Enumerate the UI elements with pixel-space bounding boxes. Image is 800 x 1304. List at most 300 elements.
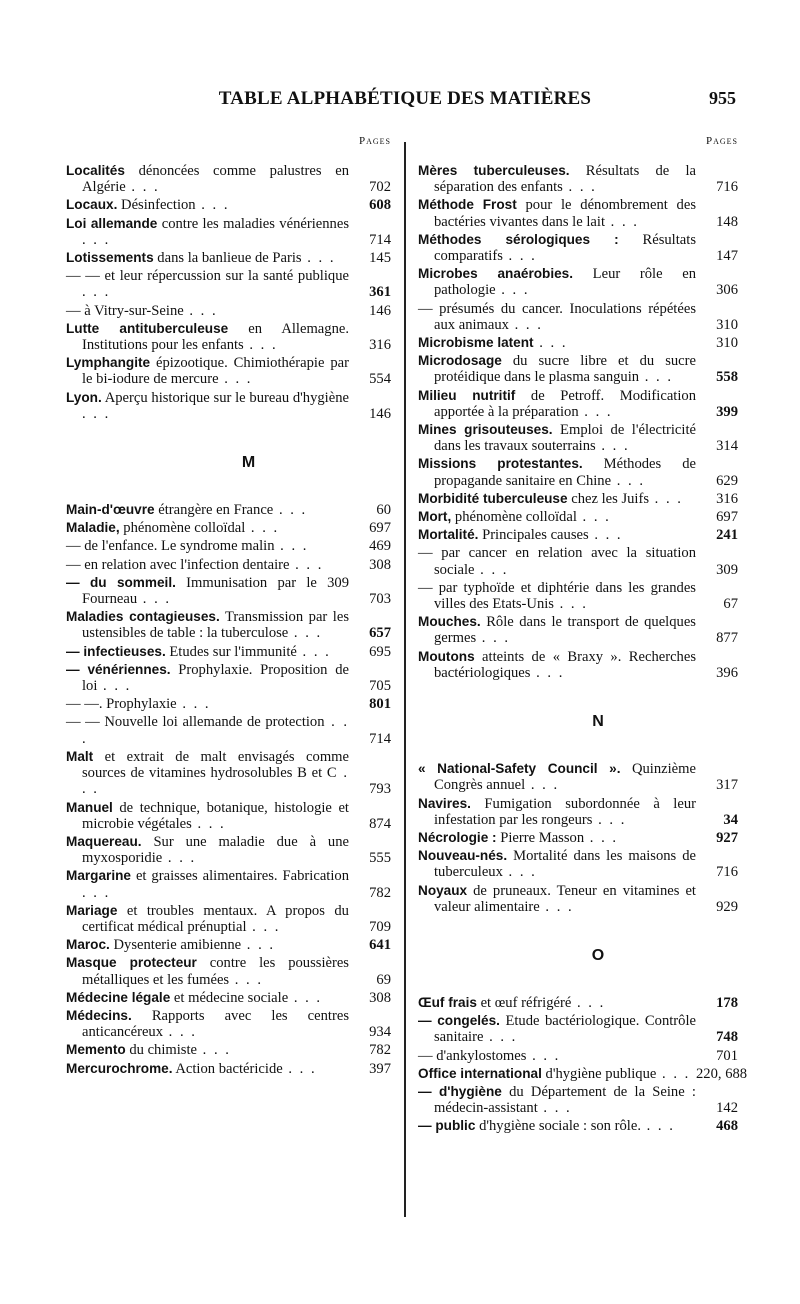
dot-leaders: . . .	[163, 1024, 197, 1041]
entry-page-number: 709	[369, 918, 391, 935]
entry-text	[418, 266, 696, 298]
entry-headword: Main-d'œuvre	[66, 502, 155, 518]
dot-leaders: . . .	[592, 811, 627, 828]
entry-page-number: 145	[369, 250, 391, 267]
index-entry	[418, 614, 738, 646]
dot-leaders: . . .	[97, 678, 132, 695]
column-divider	[404, 142, 406, 1217]
entry-headword: Microbes anaérobies.	[418, 266, 574, 282]
dot-leaders: . . .	[483, 1029, 518, 1046]
entry-page-number: 657	[369, 625, 391, 642]
dot-leaders: . . .	[195, 197, 230, 214]
index-entry	[66, 520, 391, 536]
index-entry	[66, 355, 391, 387]
entry-description: Transmission par les ustensibles de table : la tuberculose	[82, 609, 350, 642]
entry-text	[418, 1066, 696, 1082]
entry-headword: Œuf frais	[418, 994, 477, 1010]
dot-leaders: . . .	[611, 472, 645, 489]
entry-headword: — congelés.	[418, 1013, 500, 1029]
entry-headword: — du sommeil.	[66, 574, 176, 590]
dot-leaders: . . .	[245, 520, 280, 537]
entry-description: phénomène colloïdal	[123, 520, 246, 537]
dot-leaders: . . .	[243, 337, 278, 354]
entry-headword: — vénériennes.	[66, 661, 171, 677]
entry-description: Rôle dans le transport de quelques germes	[434, 614, 696, 647]
entry-text	[418, 491, 696, 507]
dot-leaders: . . .	[191, 815, 226, 832]
entry-page-number: 697	[369, 520, 391, 537]
entry-description: — —. Prophylaxie	[66, 696, 177, 713]
entry-description: Méthodes de propagande sanitaire en Chine	[434, 456, 696, 489]
entry-page-number: 146	[369, 405, 391, 422]
dot-leaders: . . .	[82, 884, 111, 901]
entry-page-number: 714	[369, 231, 391, 248]
entry-text	[66, 390, 349, 422]
entry-page-number: 702	[369, 179, 391, 196]
entry-description: et extrait de malt envisagés comme sources de vitamines hydrosolubles B et C	[82, 748, 349, 782]
entry-page-number: 308	[369, 556, 391, 573]
entry-headword: Maladie,	[66, 520, 120, 536]
entry-page-number: 874	[369, 815, 391, 832]
entry-headword: Margarine	[66, 868, 131, 884]
pages-label: Pages	[358, 135, 391, 147]
entry-headword: Moutons	[418, 648, 475, 664]
entry-description: Sur une maladie due à une myxosporidie	[82, 833, 349, 867]
dot-leaders: . . .	[241, 937, 276, 954]
dot-leaders: . . .	[562, 179, 597, 196]
entry-headword: Maladies contagieuses.	[66, 609, 220, 625]
dot-leaders: . . .	[288, 989, 323, 1006]
dot-leaders: . . .	[539, 898, 574, 915]
dot-leaders: . . .	[176, 696, 211, 713]
entry-page-number: 716	[716, 864, 738, 881]
dot-leaders: . . .	[246, 918, 281, 935]
entry-text	[418, 456, 696, 488]
entry-text	[418, 830, 696, 846]
index-entry	[418, 197, 738, 229]
entry-headword: Masque protecteur	[66, 955, 197, 971]
entry-description: — — et leur répercussion sur la santé publique	[66, 268, 349, 285]
index-entry	[418, 163, 738, 195]
entry-text	[418, 761, 696, 793]
dot-leaders: . . .	[525, 777, 560, 794]
entry-text	[418, 509, 696, 525]
entry-page-number: 468	[716, 1118, 738, 1135]
entry-description: — en relation avec l'infection dentaire	[66, 556, 290, 573]
entry-description: de pruneaux. Teneur en vitamines et valeur alimentaire	[434, 882, 696, 915]
dot-leaders: . . .	[571, 994, 606, 1011]
index-entry	[66, 268, 391, 300]
index-entry	[418, 1084, 738, 1116]
index-entry	[418, 649, 738, 681]
entry-headword: Mariage	[66, 902, 118, 918]
index-entry	[418, 761, 738, 793]
index-entry	[418, 232, 738, 264]
entry-text	[66, 1061, 349, 1077]
dot-leaders: . . .	[183, 302, 218, 319]
entry-text	[66, 268, 349, 300]
entry-text	[66, 1042, 349, 1058]
entry-headword: Lotissements	[66, 250, 154, 266]
entry-description: atteints de « Braxy ». Recherches bactériologiques	[434, 648, 697, 681]
index-entry	[66, 538, 391, 554]
dot-leaders: . . .	[502, 864, 537, 881]
dot-leaders: . . .	[197, 1042, 231, 1059]
index-entry	[418, 353, 738, 385]
entry-description: — — Nouvelle loi allemande de protection	[66, 714, 325, 731]
entry-headword: — d'hygiène	[418, 1083, 502, 1099]
entry-page-number: 178	[716, 994, 738, 1011]
entry-text	[418, 1013, 696, 1045]
entry-text	[418, 301, 696, 333]
index-entry	[66, 1061, 391, 1077]
entry-headword: Morbidité tuberculeuse	[418, 490, 568, 506]
entry-headword: — infectieuses.	[66, 643, 166, 659]
dot-leaders: . . .	[82, 405, 111, 422]
entry-page-number: 705	[369, 678, 391, 695]
entry-headword: Microdosage	[418, 353, 502, 369]
entry-text	[66, 575, 349, 607]
entry-text	[66, 990, 349, 1006]
entry-headword: Navires.	[418, 795, 471, 811]
index-entry	[418, 1065, 748, 1082]
entry-text	[66, 303, 349, 319]
index-entry	[66, 502, 391, 518]
running-title: TABLE ALPHABÉTIQUE DES MATIÈRES	[218, 88, 592, 109]
entry-text	[66, 696, 349, 712]
pages-label: Pages	[705, 135, 738, 147]
entry-page-number: 782	[369, 1042, 391, 1059]
dot-leaders: . . .	[537, 1100, 572, 1117]
entry-headword: Noyaux	[418, 882, 468, 898]
entry-description: et troubles mentaux. A propos du certificat médical prénuptial	[82, 902, 349, 935]
entry-text	[66, 321, 349, 353]
index-entry	[66, 662, 391, 694]
entry-headword: Memento	[66, 1042, 126, 1058]
dot-leaders: . . .	[274, 538, 309, 555]
entry-page-number: 69	[376, 971, 391, 988]
entry-text	[66, 662, 349, 694]
entry-text	[418, 353, 696, 385]
section-letter: M	[241, 454, 256, 472]
entry-page-number: 148	[716, 213, 738, 230]
dot-leaders: . . .	[229, 971, 263, 988]
section-letter: N	[592, 713, 604, 731]
dot-leaders: . . .	[82, 231, 111, 248]
entry-text	[418, 796, 696, 828]
index-entry	[418, 388, 738, 420]
entry-headword: Localités	[66, 163, 125, 178]
entry-page-number: 801	[369, 696, 391, 713]
entry-page-number: 641	[369, 937, 391, 954]
dot-leaders: . . .	[605, 213, 639, 230]
entry-headword: Maquereau.	[66, 833, 142, 849]
index-entry	[66, 609, 391, 641]
entry-page-number: 701	[716, 1047, 738, 1064]
dot-leaders: . . .	[296, 643, 331, 660]
entry-text	[66, 955, 349, 987]
entry-page-number: 469	[369, 538, 391, 555]
entry-description: — à Vitry-sur-Seine	[66, 302, 184, 319]
dot-leaders: . . .	[584, 829, 619, 846]
index-entry	[418, 580, 738, 612]
entry-headword: — public	[418, 1118, 476, 1134]
entry-text	[66, 355, 349, 387]
entry-description: du Département de la Seine : médecin-assistant	[434, 1083, 696, 1117]
entry-text	[418, 1118, 696, 1134]
entry-text	[66, 903, 349, 935]
entry-headword: Nécrologie :	[418, 829, 497, 845]
index-entry	[418, 883, 738, 915]
dot-leaders: . . .	[125, 179, 160, 196]
entry-description: Résultats de la séparation des enfants	[434, 163, 696, 196]
entry-text	[66, 609, 349, 641]
entry-description: contre les poussières métalliques et les fumées	[82, 955, 349, 988]
entry-text	[418, 232, 696, 264]
entry-description: dans la banlieue de Paris	[157, 250, 302, 267]
dot-leaders: . . .	[595, 438, 630, 455]
index-entry	[66, 749, 391, 798]
entry-description: et médecine sociale	[173, 989, 289, 1006]
entry-page-number: 629	[716, 472, 738, 489]
entry-page-number: 793	[369, 781, 391, 798]
entry-page-number: 555	[369, 850, 391, 867]
entry-text	[418, 883, 696, 915]
index-entry	[66, 990, 391, 1006]
entry-text	[418, 848, 696, 880]
dot-leaders: . . .	[640, 1118, 675, 1135]
index-entry	[66, 197, 391, 213]
entry-headword: Maroc.	[66, 937, 110, 953]
index-entry	[66, 321, 391, 353]
dot-leaders: . . .	[578, 403, 613, 420]
dot-leaders: . . .	[508, 316, 543, 333]
entry-text	[66, 538, 349, 554]
entry-text	[418, 1084, 696, 1116]
dot-leaders: . . .	[576, 509, 611, 526]
entry-text	[66, 163, 349, 195]
entry-headword: Médecine légale	[66, 989, 171, 1005]
entry-headword: Malt	[66, 748, 94, 764]
entry-text	[66, 834, 349, 866]
dot-leaders: . . .	[82, 765, 349, 798]
entry-text	[418, 614, 696, 646]
entry-text	[418, 527, 696, 543]
entry-headword: Locaux.	[66, 197, 118, 213]
index-entry	[418, 509, 738, 525]
entry-text	[418, 649, 696, 681]
entry-page-number: 306	[716, 282, 738, 299]
index-entry	[418, 1118, 738, 1134]
entry-page-number: 241	[716, 527, 738, 544]
index-entry	[66, 903, 391, 935]
index-entry	[418, 1013, 738, 1045]
index-entry	[418, 848, 738, 880]
index-entry	[66, 834, 391, 866]
entry-text	[66, 520, 349, 536]
entry-page-number: 716	[716, 179, 738, 196]
entry-headword: Nouveau-nés.	[418, 848, 508, 864]
entry-text	[418, 1048, 696, 1064]
entry-description: contre les maladies vénériennes	[161, 215, 349, 232]
index-entry	[418, 456, 738, 488]
entry-page-number: 929	[716, 898, 738, 915]
index-entry	[66, 696, 391, 712]
index-entry	[418, 1048, 738, 1064]
entry-description: Fumigation subordonnée à leur infestation par les rongeurs	[434, 795, 696, 828]
entry-page-number: 310	[716, 335, 738, 352]
entry-page-number: 934	[369, 1024, 391, 1041]
entry-text	[418, 545, 696, 577]
entry-description: Action bactéricide	[175, 1060, 283, 1077]
entry-headword: Microbisme latent	[418, 335, 534, 351]
entry-headword: « National-Safety Council ».	[418, 761, 621, 777]
entry-page-number: 927	[716, 829, 738, 846]
section-letter: O	[591, 946, 605, 964]
entry-description: Quinzième Congrès annuel	[434, 761, 696, 794]
entry-headword: Manuel	[66, 799, 113, 815]
entry-description: phénomène colloïdal	[454, 509, 577, 526]
index-entry	[66, 714, 391, 746]
entry-page-number: 142	[716, 1100, 738, 1117]
entry-description: Emploi de l'électricité dans les travaux souterrains	[434, 422, 696, 455]
entry-page-number: 695	[369, 643, 391, 660]
index-entry	[418, 301, 738, 333]
entry-description: Rapports avec les centres anticancéreux	[82, 1007, 349, 1041]
entry-text	[418, 422, 696, 454]
index-entry	[66, 250, 391, 266]
entry-description: pour le dénombrement des bactéries vivantes dans le lait	[434, 197, 696, 230]
entry-page-number: 399	[716, 403, 738, 420]
index-entry	[66, 575, 391, 607]
entry-text	[66, 216, 349, 248]
entry-headword: Lymphangite	[66, 355, 151, 371]
dot-leaders: . . .	[289, 556, 324, 573]
dot-leaders: . . .	[218, 371, 253, 388]
entry-page-number: 361	[369, 284, 391, 301]
entry-description: du sucre libre et du sucre protéidique dans le plasma sanguin	[434, 353, 696, 386]
entry-description: — par typhoïde et diphtérie dans les grandes villes des Etats-Unis	[418, 579, 696, 613]
entry-headword: Lyon.	[66, 389, 102, 405]
dot-leaders: . . .	[288, 625, 323, 642]
index-column-left	[66, 135, 391, 1079]
entry-description: — présumés du cancer. Inoculations répétées aux animaux	[418, 300, 696, 333]
entry-headword: Milieu nutritif	[418, 387, 516, 403]
entry-description: Prophylaxie. Proposition de loi	[82, 661, 349, 695]
entry-description: Désinfection	[121, 197, 196, 214]
entry-headword: Loi allemande	[66, 215, 158, 231]
dot-leaders: . . .	[82, 714, 350, 747]
page-number: 955	[709, 88, 736, 108]
entry-text	[66, 557, 349, 573]
entry-description: d'hygiène sociale : son rôle.	[479, 1118, 641, 1135]
dot-leaders: . . .	[533, 335, 568, 352]
entry-text	[418, 163, 696, 195]
entry-text	[66, 644, 349, 660]
entry-headword: Médecins.	[66, 1007, 132, 1023]
entry-page-number: 220, 688	[696, 1065, 748, 1082]
entry-page-number: 60	[376, 502, 391, 519]
entry-description: — par cancer en relation avec la situation sociale	[418, 545, 696, 578]
entry-list	[418, 163, 748, 1135]
entry-description: Principales causes	[482, 527, 589, 544]
entry-text	[418, 995, 696, 1011]
entry-description: épizootique. Chimiothérapie par le bi-iodure de mercure	[82, 355, 349, 388]
index-entry	[66, 955, 391, 987]
index-entry	[66, 557, 391, 573]
dot-leaders: . . .	[273, 502, 308, 519]
index-entry	[418, 527, 738, 543]
entry-description: dénoncées comme palustres en Algérie	[82, 163, 349, 196]
index-entry	[66, 644, 391, 660]
entry-description: Pierre Masson	[500, 829, 585, 846]
entry-description: — d'ankylostomes	[418, 1047, 527, 1064]
entry-text	[418, 197, 696, 229]
entry-description: Mortalité dans les maisons de tuberculeux	[434, 848, 696, 881]
index-entry	[418, 545, 738, 577]
entry-description: étrangère en France	[158, 502, 274, 519]
entry-description: et œuf réfrigéré	[480, 994, 572, 1011]
dot-leaders: . . .	[588, 527, 623, 544]
entry-page-number: 703	[369, 591, 391, 608]
entry-description: de Petroff. Modification apportée à la préparation	[434, 387, 696, 420]
index-entry	[418, 491, 738, 507]
entry-headword: Mort,	[418, 509, 452, 525]
dot-leaders: . . .	[649, 490, 683, 507]
dot-leaders: . . .	[82, 284, 111, 301]
index-entry	[66, 937, 391, 953]
entry-page-number: 308	[369, 989, 391, 1006]
entry-description: de technique, botanique, histologie et microbie végétales	[82, 799, 349, 832]
entry-page-number: 317	[716, 777, 738, 794]
index-entry	[66, 303, 391, 319]
entry-text	[66, 868, 349, 900]
entry-text	[418, 388, 696, 420]
dot-leaders: . . .	[301, 250, 336, 267]
entry-page-number: 397	[369, 1060, 391, 1077]
entry-description: Dysenterie amibienne	[113, 937, 242, 954]
entry-description: en Allemagne. Institutions pour les enfants	[82, 320, 349, 354]
entry-text	[66, 250, 349, 266]
entry-headword: Méthodes sérologiques :	[418, 231, 619, 247]
dot-leaders: . . .	[495, 282, 530, 299]
entry-text	[418, 580, 696, 612]
running-head	[60, 88, 750, 114]
dot-leaders: . . .	[474, 561, 509, 578]
entry-headword: Lutte antituberculeuse	[66, 320, 229, 336]
index-entry	[418, 796, 738, 828]
entry-page-number: 782	[369, 884, 391, 901]
index-entry	[66, 800, 391, 832]
entry-headword: Mercurochrome.	[66, 1060, 173, 1076]
entry-page-number: 714	[369, 730, 391, 747]
dot-leaders: . . .	[502, 248, 537, 265]
entry-page-number: 34	[723, 811, 738, 828]
entry-page-number: 877	[716, 630, 738, 647]
entry-text	[66, 800, 349, 832]
entry-description: et graisses alimentaires. Fabrication	[135, 868, 349, 885]
index-entry	[418, 266, 738, 298]
index-entry	[418, 995, 738, 1011]
entry-description: Etude bactériologique. Contrôle sanitaire	[434, 1013, 696, 1046]
entry-headword: Méthode Frost	[418, 197, 517, 213]
dot-leaders: . . .	[639, 369, 673, 386]
index-entry	[418, 422, 738, 454]
entry-description: d'hygiène publique	[545, 1065, 657, 1082]
entry-page-number: 608	[369, 197, 391, 214]
index-entry	[66, 1008, 391, 1040]
dot-leaders: . . .	[476, 630, 511, 647]
